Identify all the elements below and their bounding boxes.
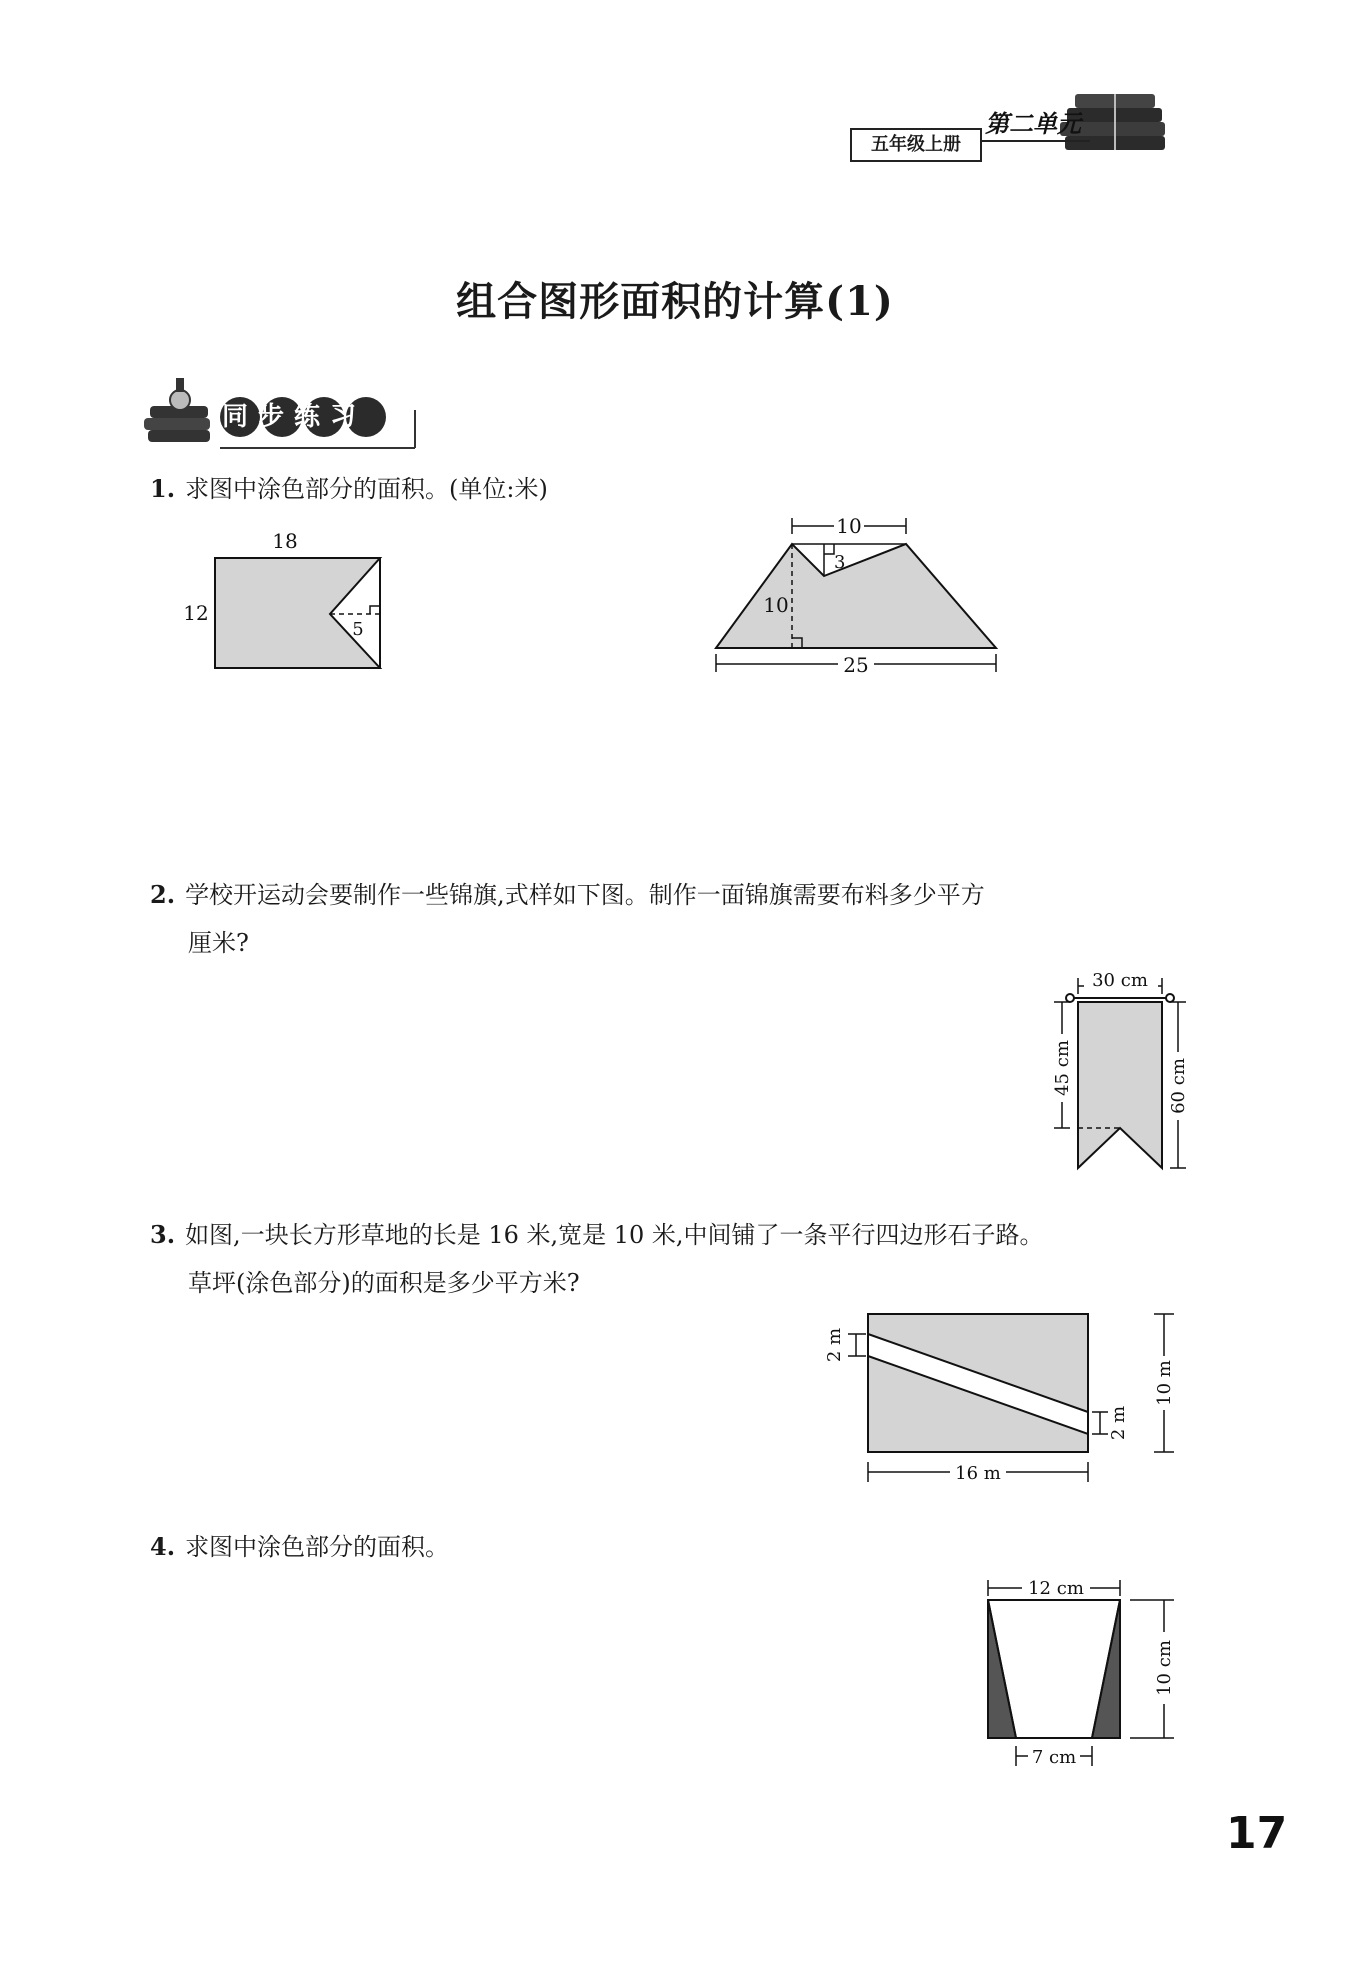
question-text-line1: 学校开运动会要制作一些锦旗,式样如下图。制作一面锦旗需要布料多少平方 [185, 881, 985, 909]
question-2-line2: 厘米? [188, 929, 249, 957]
q4-top-label: 12 cm [1028, 1578, 1084, 1599]
q3-height-label: 10 m [1154, 1360, 1175, 1406]
q3-left-gap-label: 2 m [824, 1327, 845, 1363]
question-4 [150, 1524, 449, 1570]
question-3-line2: 草坪(涂色部分)的面积是多少平方米? [188, 1269, 580, 1297]
grade-badge: 五年级上册 [850, 128, 982, 162]
q1-figure-a [170, 528, 400, 678]
q2-inner-label: 45 cm [1052, 1040, 1073, 1096]
question-number: 3. [150, 1220, 176, 1249]
q1-figure-b [706, 514, 1010, 684]
question-1 [150, 466, 548, 512]
q4-figure [976, 1570, 1196, 1770]
question-text: 求图中涂色部分的面积。 [185, 1533, 450, 1561]
q1b-base-label: 25 [843, 653, 869, 677]
page-title: 组合图形面积的计算(1) [456, 278, 894, 325]
q3-right-gap-label: 2 m [1108, 1405, 1129, 1441]
question-number: 1. [150, 474, 176, 503]
q3-lawn-figure [822, 1304, 1192, 1494]
question-number: 2. [150, 880, 176, 909]
q2-pennant-figure [1040, 968, 1190, 1178]
header-rule [980, 140, 1090, 142]
q3-length-label: 16 m [955, 1463, 1001, 1484]
q4-bottom-label: 7 cm [1031, 1747, 1077, 1768]
q1a-top-label: 18 [272, 529, 298, 553]
question-3 [150, 1212, 1044, 1258]
q1b-height-label: 10 [763, 593, 789, 617]
q1b-top-label: 10 [836, 514, 862, 538]
unit-title: 第二单元 [985, 110, 1081, 138]
q1b-notch-label: 3 [834, 552, 846, 573]
question-2 [150, 872, 985, 918]
section-label: 同步练习 [222, 402, 367, 432]
question-number: 4. [150, 1532, 176, 1561]
page-number: 17 [1226, 1808, 1288, 1859]
book-lamp-icon [144, 378, 210, 442]
q2-outer-label: 60 cm [1168, 1058, 1189, 1114]
q1a-left-label: 12 [183, 601, 209, 625]
question-text-line1: 如图,一块长方形草地的长是 16 米,宽是 10 米,中间铺了一条平行四边形石子路。 [185, 1221, 1044, 1249]
q1a-inner-label: 5 [352, 619, 364, 640]
q4-height-label: 10 cm [1154, 1640, 1175, 1696]
question-text: 求图中涂色部分的面积。(单位:米) [185, 475, 548, 503]
q2-width-label: 30 cm [1092, 970, 1148, 991]
